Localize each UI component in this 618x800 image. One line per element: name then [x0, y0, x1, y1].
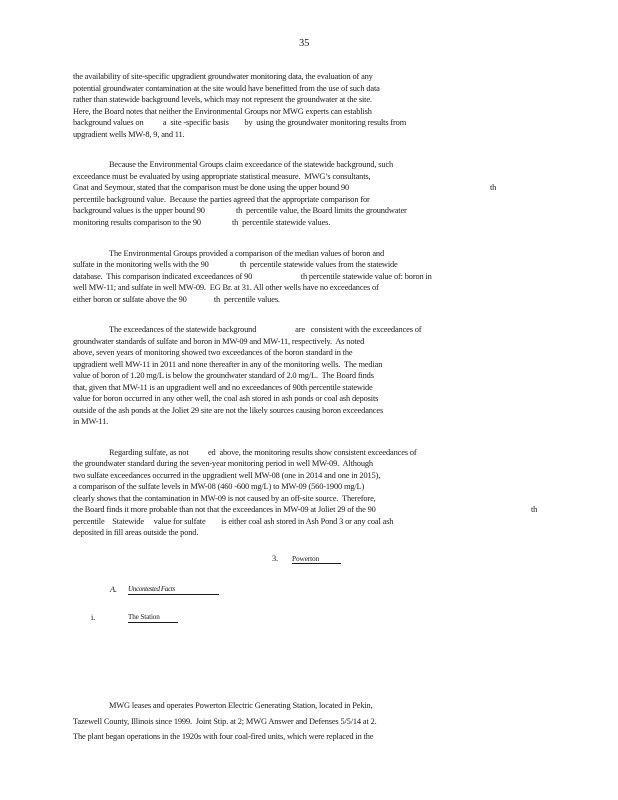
- section-number: 3.: [272, 554, 278, 563]
- section-title: Powerton: [292, 554, 320, 563]
- heading-underline: [128, 594, 219, 595]
- text-line: either boron or sulfate above the 90 th percentile values.: [73, 295, 280, 304]
- text-line: upgradient wells MW-8, 9, and 11.: [73, 130, 185, 139]
- subsubsection-number: i.: [91, 613, 96, 622]
- text-line: percentile Statewide value for sulfate is either coal ash stored in Ash Pond 3 or any coal ash: [73, 517, 394, 526]
- text-line: deposited in fill areas outside the pond.: [73, 528, 199, 537]
- text-line: above, seven years of monitoring showed two exceedances of the boron standard in the: [73, 348, 353, 357]
- text-line: the Board finds it more probable than not that the exceedances in MW-09 at Joliet 29 of the 90: [73, 505, 376, 514]
- text-line: in MW-11.: [73, 417, 109, 426]
- text-line: Here, the Board notes that neither the Environmental Groups nor MWG experts can establish: [73, 107, 372, 116]
- text-line: clearly shows that the contamination in MW-09 is not caused by an off-site source. Therefore,: [73, 494, 376, 503]
- page-number: 35: [299, 38, 310, 49]
- text-line: rather than statewide background levels, which may not represent the groundwater at the site.: [73, 95, 372, 104]
- text-line: database. This comparison indicated exceedances of 90 th percentile statewide value of: boron in: [73, 272, 432, 281]
- text-line: The plant began operations in the 1920s with four coal-fired units, which were replaced in the: [73, 732, 374, 741]
- text-line: upgradient well MW-11 in 2011 and none thereafter in any of the monitoring wells. The median: [73, 360, 383, 369]
- subsection-title: Uncontested Facts: [128, 585, 175, 593]
- text-line: The exceedances of the statewide background are consistent with the exceedances of: [109, 325, 422, 334]
- text-line: Because the Environmental Groups claim exceedance of the statewide background, such: [109, 160, 394, 169]
- text-line: MWG leases and operates Powerton Electric Generating Station, located in Pekin,: [109, 701, 373, 710]
- subsubsection-title: The Station: [128, 613, 160, 621]
- text-line: value of boron of 1.20 mg/L is below the groundwater standard of 2.0 mg/L. The Board finds: [73, 371, 374, 380]
- text-line: Tazewell County, Illinois since 1999. Joint Stip. at 2; MWG Answer and Defenses 5/5/14 at 2.: [73, 717, 377, 726]
- text-line: a comparison of the sulfate levels in MW-08 (460 -600 mg/L) to MW-09 (560-1900 mg/L): [73, 482, 365, 491]
- text-line: sulfate in the monitoring wells with the 90 th percentile statewide values from the statewide: [73, 260, 398, 269]
- superscript-th: th: [490, 183, 497, 192]
- text-line: potential groundwater contamination at the site would have benefitted from the use of such data: [73, 84, 380, 93]
- text-line: the availability of site-specific upgradient groundwater monitoring data, the evaluation of any: [73, 72, 373, 81]
- text-line: The Environmental Groups provided a comparison of the median values of boron and: [109, 249, 384, 258]
- text-line: two sulfate exceedances occurred in the upgradient well MW-08 (one in 2014 and one in 2015),: [73, 471, 381, 480]
- heading-underline: [128, 622, 178, 623]
- superscript-th: th: [531, 505, 538, 514]
- text-line: value for boron occurred in any other well, the coal ash stored in ash ponds or coal ash deposits: [73, 394, 379, 403]
- text-line: Regarding sulfate, as not ed above, the monitoring results show consistent exceedances of: [109, 448, 417, 457]
- text-line: background values is the upper bound 90 th percentile value, the Board limits the groundwater: [73, 206, 407, 215]
- text-line: exceedance must be evaluated by using appropriate statistical measure. MWG’s consultants,: [73, 172, 371, 181]
- subsection-letter: A.: [110, 585, 117, 594]
- heading-underline: [292, 563, 341, 564]
- text-line: outside of the ash ponds at the Joliet 29 site are not the likely sources causing boron exceedances: [73, 406, 384, 415]
- text-line: monitoring results comparison to the 90 th percentile statewide values.: [73, 218, 331, 227]
- text-line: groundwater standards of sulfate and boron in MW-09 and MW-11, respectively. As noted: [73, 337, 365, 346]
- text-line: Gnat and Seymour, stated that the comparison must be done using the upper bound 90: [73, 183, 350, 192]
- text-line: the groundwater standard during the seven-year monitoring period in well MW-09. Although: [73, 459, 373, 468]
- text-line: percentile background value. Because the parties agreed that the appropriate comparison for: [73, 195, 370, 204]
- text-line: background values on a site -specific basis by using the groundwater monitoring results from: [73, 118, 407, 127]
- text-line: that, given that MW-11 is an upgradient well and no exceedances of 90th percentile statewide: [73, 383, 373, 392]
- text-line: well MW-11; and sulfate in well MW-09. EG Br. at 31. All other wells have no exceedances of: [73, 283, 379, 292]
